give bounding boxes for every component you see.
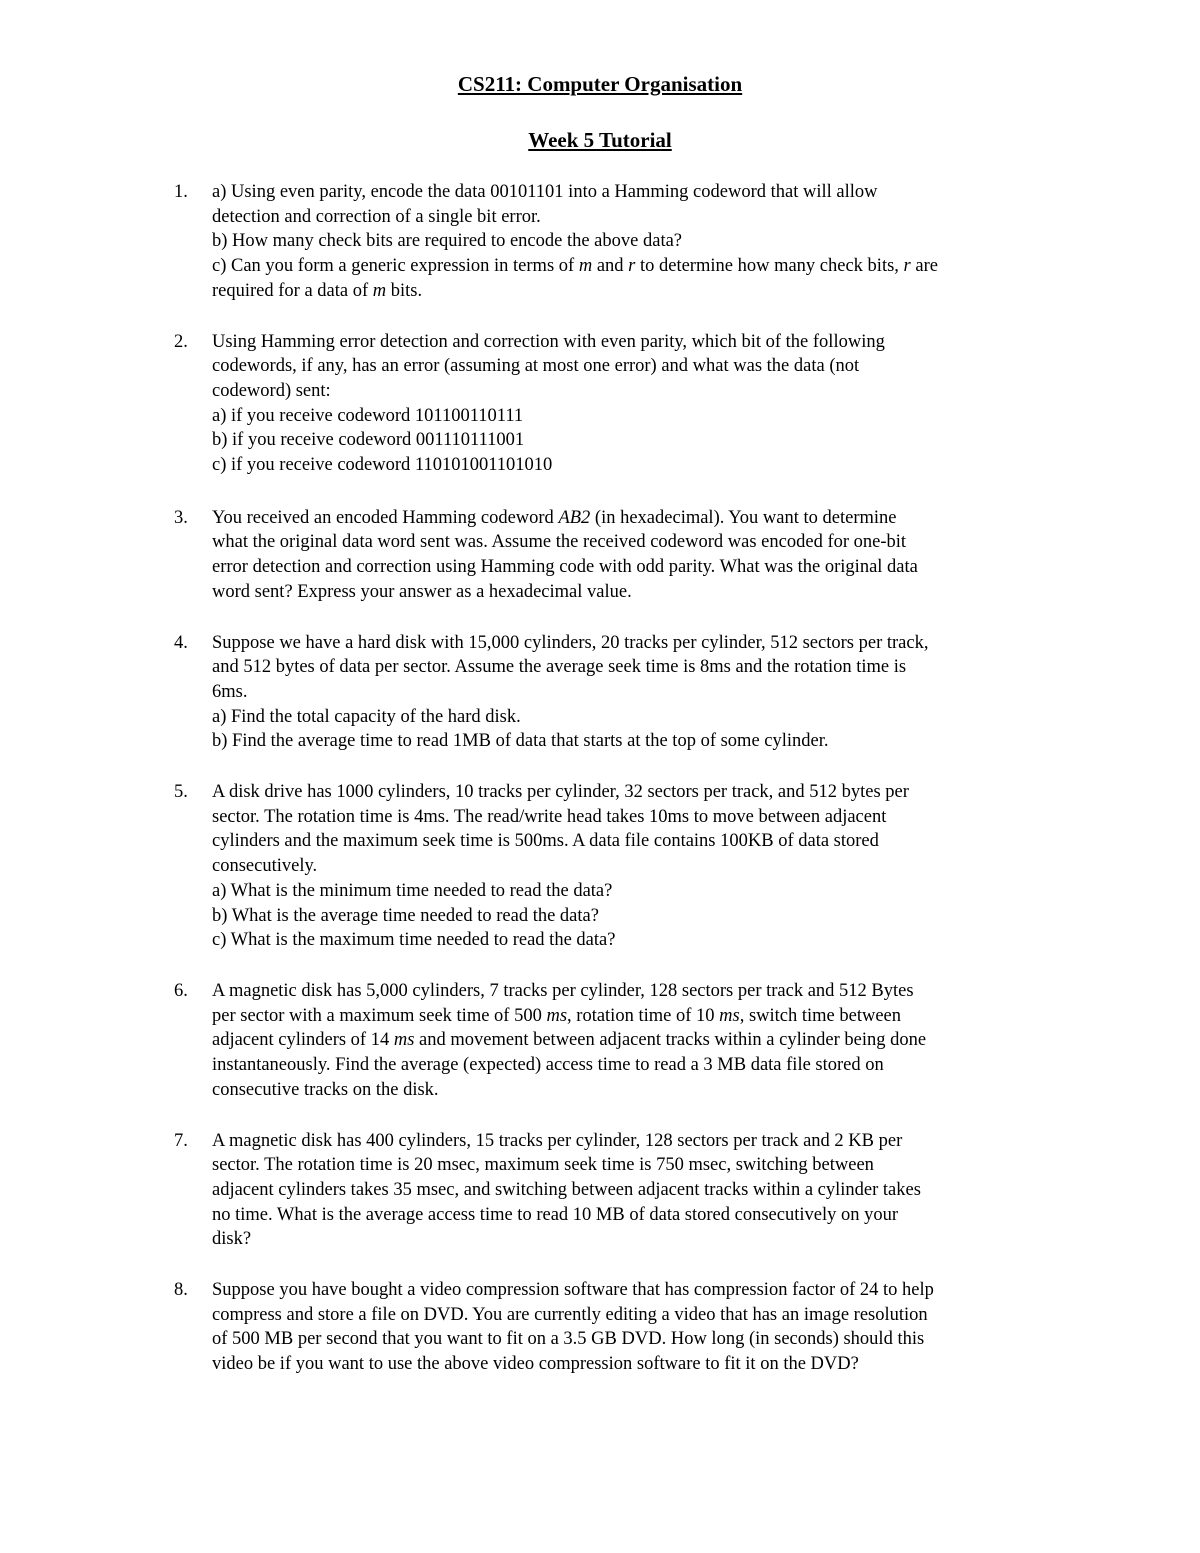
question-text: per sector with a maximum seek time of 500	[212, 1005, 547, 1026]
question-text: 6ms.	[212, 681, 248, 702]
sub-question-a: a) Find the total capacity of the hard disk.	[212, 706, 521, 727]
question-text: detection and correction of a single bit error.	[212, 206, 541, 227]
question-text: , switch time between	[739, 1005, 902, 1026]
question-text: sector. The rotation time is 20 msec, maximum seek time is 750 msec, switching between	[212, 1155, 874, 1176]
question-text: no time. What is the average access time to read 10 MB of data stored consecutively on your	[212, 1204, 898, 1225]
sub-question-b: b) Find the average time to read 1MB of data that starts at the top of some cylinder.	[212, 731, 829, 752]
unit-ms: ms	[719, 1005, 740, 1026]
page-subtitle: Week 5 Tutorial	[528, 128, 672, 152]
sub-question-c	[212, 254, 1074, 279]
question-6	[174, 979, 1074, 1103]
hex-codeword: AB2	[558, 507, 591, 528]
question-text: Suppose we have a hard disk with 15,000 cylinders, 20 tracks per cylinder, 512 sectors per track,	[212, 632, 929, 653]
question-text: to determine how many check bits,	[635, 256, 904, 277]
sub-question-c: c) if you receive codeword 110101001101010	[212, 455, 553, 476]
question-text: word sent? Express your answer as a hexadecimal value.	[212, 581, 632, 602]
question-text: codewords, if any, has an error (assuming at most one error) and what was the data (not	[212, 356, 860, 377]
question-text: (in hexadecimal). You want to determine	[590, 507, 897, 528]
question-text: consecutively.	[212, 856, 318, 877]
variable-r: r	[628, 256, 636, 277]
question-2	[174, 330, 1074, 478]
question-number: 4.	[174, 632, 188, 653]
sub-question-c-cont	[212, 279, 1074, 304]
question-text: sector. The rotation time is 4ms. The read/write head takes 10ms to move between adjacent	[212, 806, 887, 827]
question-text: disk?	[212, 1229, 252, 1250]
sub-question-b: b) How many check bits are required to encode the above data?	[212, 231, 683, 252]
unit-ms: ms	[546, 1005, 568, 1026]
question-text: required for a data of	[212, 280, 373, 301]
variable-m: m	[578, 256, 593, 277]
question-number: 3.	[174, 507, 188, 528]
question-text: codeword) sent:	[212, 380, 331, 401]
question-text	[212, 1004, 1074, 1029]
question-text: , rotation time of 10	[567, 1005, 720, 1026]
question-text	[212, 1028, 1074, 1053]
question-number: 2.	[174, 331, 188, 352]
question-7	[174, 1129, 1074, 1253]
question-number: 7.	[174, 1130, 188, 1151]
question-5	[174, 780, 1074, 953]
question-text	[212, 506, 1074, 531]
question-1	[174, 180, 1074, 304]
question-text: A disk drive has 1000 cylinders, 10 tracks per cylinder, 32 sectors per track, and 512 bytes per	[212, 782, 909, 803]
question-text: Suppose you have bought a video compression software that has compression factor of 24 to help	[212, 1280, 934, 1301]
question-number: 8.	[174, 1280, 188, 1301]
question-text: of 500 MB per second that you want to fit on a 3.5 GB DVD. How long (in seconds) should this	[212, 1329, 925, 1350]
sub-question-a: a) if you receive codeword 101100110111	[212, 405, 524, 426]
question-text: Using Hamming error detection and correction with even parity, which bit of the following	[212, 331, 885, 352]
question-text: video be if you want to use the above video compression software to fit it on the DVD?	[212, 1354, 859, 1375]
question-text: error detection and correction using Hamming code with odd parity. What was the original data	[212, 557, 918, 578]
sub-question-b: b) if you receive codeword 001110111001	[212, 430, 525, 451]
question-number: 6.	[174, 980, 188, 1001]
variable-r: r	[903, 256, 911, 277]
question-text: consecutive tracks on the disk.	[212, 1079, 439, 1100]
question-text: A magnetic disk has 400 cylinders, 15 tracks per cylinder, 128 sectors per track and 2 KB per	[212, 1130, 903, 1151]
sub-question-a: a) What is the minimum time needed to read the data?	[212, 880, 613, 901]
sub-question-c: c) What is the maximum time needed to read the data?	[212, 930, 616, 951]
page-title: CS211: Computer Organisation	[457, 72, 743, 96]
question-text: cylinders and the maximum seek time is 500ms. A data file contains 100KB of data stored	[212, 831, 879, 852]
question-4	[174, 631, 1074, 755]
question-text: instantaneously. Find the average (expected) access time to read a 3 MB data file stored on	[212, 1055, 884, 1076]
question-text: a) Using even parity, encode the data 00101101 into a Hamming codeword that will allow	[212, 182, 878, 202]
question-list	[174, 180, 1074, 1377]
question-text: adjacent cylinders takes 35 msec, and switching between adjacent tracks within a cylinder takes	[212, 1179, 921, 1200]
question-text: c) Can you form a generic expression in terms of	[212, 256, 579, 277]
question-3	[174, 506, 1074, 605]
unit-ms: ms	[393, 1030, 415, 1051]
question-8	[174, 1278, 1074, 1377]
question-number: 1.	[174, 182, 188, 202]
question-text: A magnetic disk has 5,000 cylinders, 7 tracks per cylinder, 128 sectors per track and 512 Bytes	[212, 980, 914, 1001]
question-text: bits.	[386, 280, 423, 301]
variable-m: m	[372, 280, 387, 301]
question-text: and 512 bytes of data per sector. Assume the average seek time is 8ms and the rotation time is	[212, 657, 907, 678]
question-text: compress and store a file on DVD. You are currently editing a video that has an image resolution	[212, 1304, 928, 1325]
question-text: are	[910, 256, 938, 277]
question-text: and	[592, 256, 629, 277]
question-text: and movement between adjacent tracks within a cylinder being done	[414, 1030, 927, 1051]
question-text: what the original data word sent was. Assume the received codeword was encoded for one-bit	[212, 532, 907, 553]
sub-question-b: b) What is the average time needed to read the data?	[212, 905, 599, 926]
question-number: 5.	[174, 782, 188, 803]
question-text: You received an encoded Hamming codeword	[212, 507, 559, 528]
question-text: adjacent cylinders of 14	[212, 1030, 394, 1051]
